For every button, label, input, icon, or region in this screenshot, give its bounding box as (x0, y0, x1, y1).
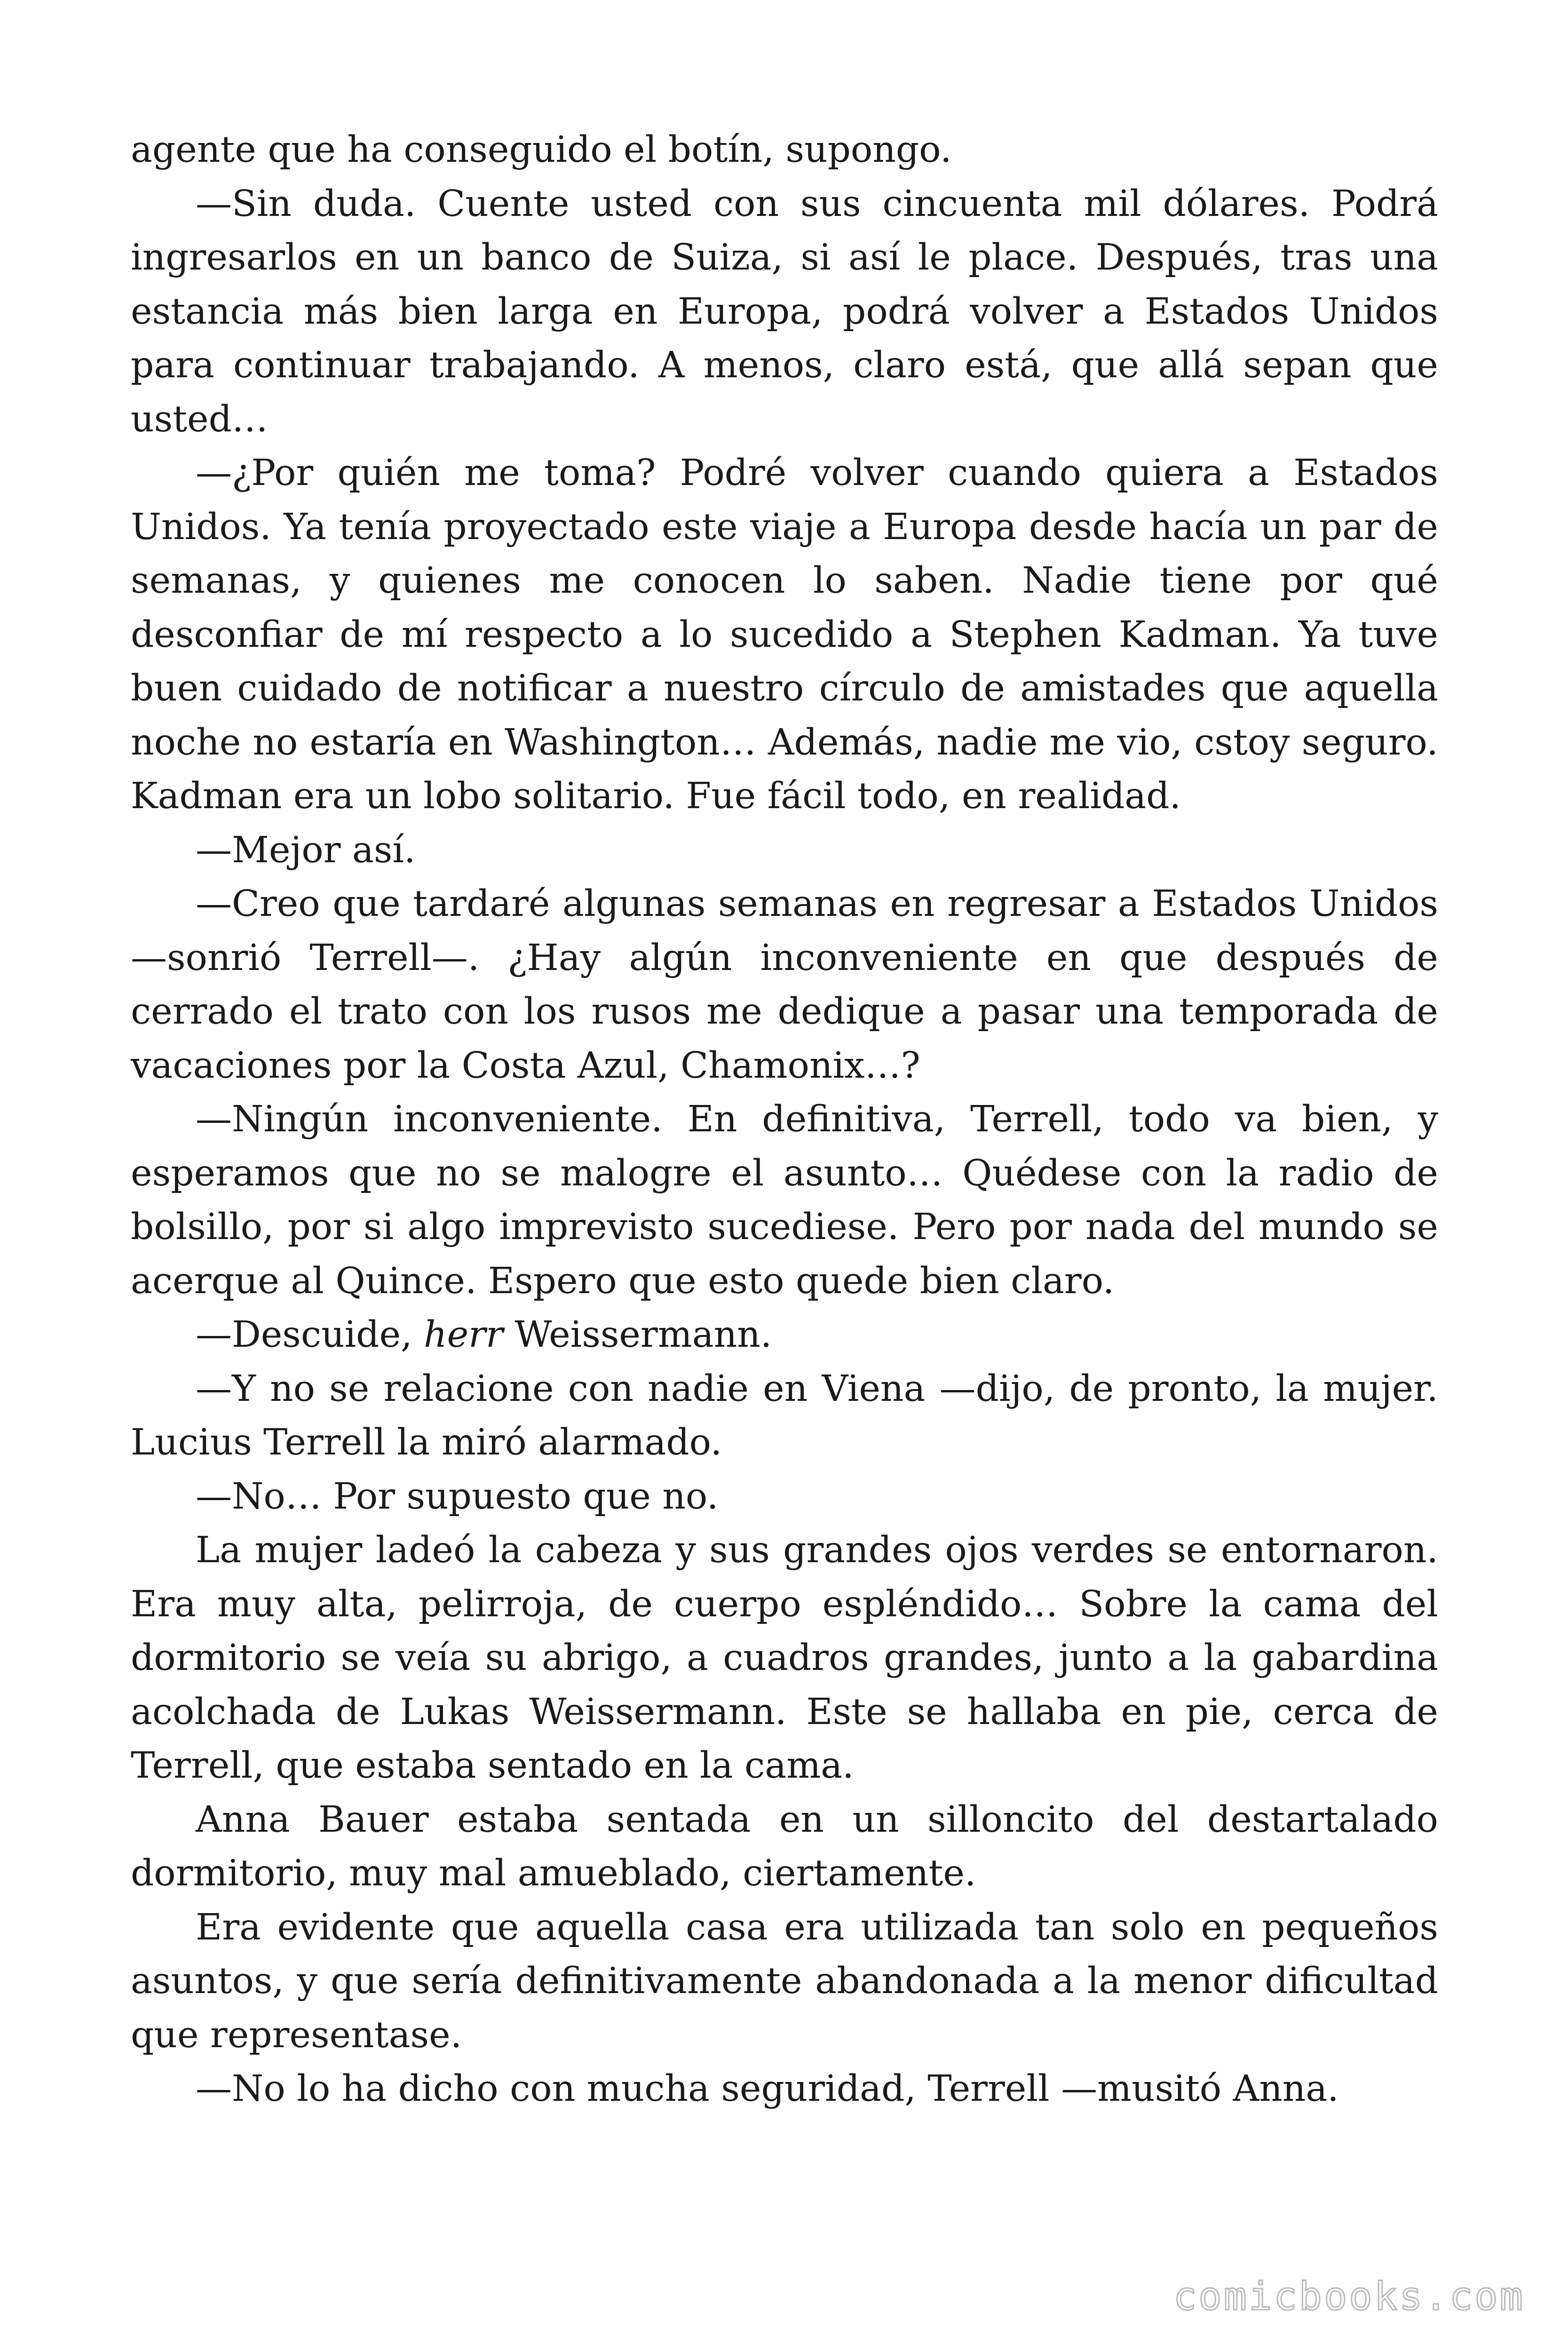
paragraph-9: —No… Por supuesto que no. (196, 1475, 719, 1518)
paragraph-11: Anna Bauer estaba sentada en un silloncito del destartalado dormitorio, muy mal amueblado, ciertamente. (131, 1798, 1438, 1894)
italic-word: herr (423, 1314, 503, 1356)
page-body (131, 123, 1438, 2116)
paragraph-1: agente que ha conseguido el botín, supongo. (131, 129, 952, 171)
paragraph-12: Era evidente que aquella casa era utilizada tan solo en pequeños asuntos, y que sería definitivamente abandonada a la menor dificultad que representase. (131, 1906, 1438, 2056)
paragraph-6: —Ningún inconveniente. En definitiva, Terrell, todo va bien, y esperamos que no se malogre el asunto… Quédese con la radio de bolsillo, por si algo imprevisto sucediese. Pero por nada del mundo se acerque al Quince. Espero que esto quede bien claro. (131, 1098, 1438, 1302)
paragraph-13: —No lo ha dicho con mucha seguridad, Terrell —musitó Anna. (196, 2068, 1339, 2110)
paragraph-4: —Mejor así. (196, 829, 416, 871)
paragraph-2: —Sin duda. Cuente usted con sus cincuenta mil dólares. Podrá ingresarlos en un banco de Suiza, si así le place. Después, tras una estancia más bien larga en Europa, podrá volver a Estados Unidos para continuar trabajando. A menos, claro está, que allá sepan que usted… (131, 183, 1438, 440)
paragraph-5: —Creo que tardaré algunas semanas en regresar a Estados Unidos —sonrió Terrell—. ¿Hay algún inconveniente en que después de cerrado el trato con los rusos me dedique a pasar una temporada de vacaciones por la Costa Azul, Chamonix…? (131, 883, 1438, 1087)
watermark: comicbooks.com (1173, 2274, 1525, 2319)
paragraph-3: —¿Por quién me toma? Podré volver cuando quiera a Estados Unidos. Ya tenía proyectado este viaje a Europa desde hacía un par de semanas, y quienes me conocen lo saben. Nadie tiene por qué desconfiar de mí respecto a lo sucedido a Stephen Kadman. Ya tuve buen cuidado de notificar a nuestro círculo de amistades que aquella noche no estaría en Washington… Además, nadie me vio, cstoy seguro. Kadman era un lobo solitario. Fue fácil todo, en realidad. (131, 452, 1438, 817)
paragraph-7: —Descuide, herr Weissermann. (196, 1314, 772, 1356)
paragraph-10: La mujer ladeó la cabeza y sus grandes ojos verdes se entornaron. Era muy alta, pelirroja, de cuerpo espléndido… Sobre la cama del dormitorio se veía su abrigo, a cuadros grandes, junto a la gabardina acolchada de Lukas Weissermann. Este se hallaba en pie, cerca de Terrell, que estaba sentado en la cama. (131, 1529, 1438, 1787)
paragraph-8: —Y no se relacione con nadie en Viena —dijo, de pronto, la mujer. Lucius Terrell la miró alarmado. (131, 1367, 1438, 1463)
